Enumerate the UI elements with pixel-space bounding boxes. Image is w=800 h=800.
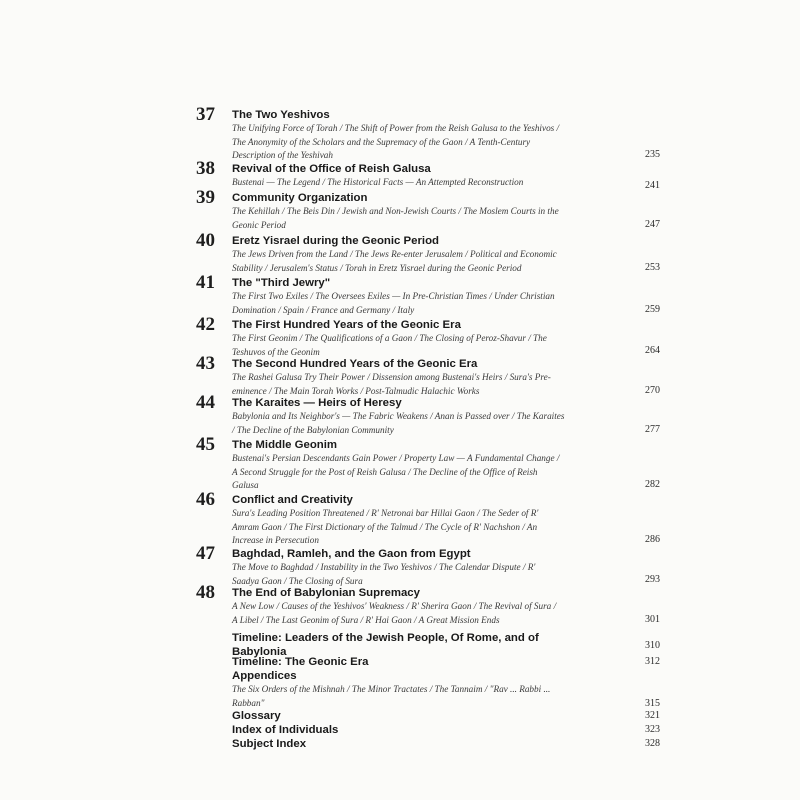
page-number[interactable]: 264 bbox=[645, 345, 660, 356]
description-line: Saadya Gaon / The Closing of Sura bbox=[232, 575, 363, 586]
chapter-number: 44 bbox=[196, 392, 215, 413]
description-line: The Unifying Force of Torah / The Shift of Power from the Reish Galusa to the Yeshivos / bbox=[232, 123, 560, 133]
chapter-number: 43 bbox=[196, 353, 215, 374]
chapter-description bbox=[232, 176, 523, 190]
page-number[interactable]: 270 bbox=[645, 385, 660, 396]
chapter-number: 48 bbox=[196, 582, 215, 603]
chapter-title[interactable]: Revival of the Office of Reish Galusa bbox=[232, 163, 431, 175]
section-title[interactable]: Timeline: Leaders of the Jewish People, Of Rome, and of bbox=[232, 632, 539, 644]
description-line: / The Decline of the Babylonian Community bbox=[232, 424, 394, 435]
chapter-title[interactable]: The Karaites — Heirs of Heresy bbox=[232, 397, 402, 409]
chapter-description bbox=[232, 371, 551, 398]
description-line: The Kehillah / The Beis Din / Jewish and Non-Jewish Courts / The Moslem Courts in the bbox=[232, 206, 559, 216]
description-line: The Jews Driven from the Land / The Jews Re-enter Jerusalem / Political and Economic bbox=[232, 249, 557, 259]
page-number[interactable]: 301 bbox=[645, 614, 660, 625]
page-number[interactable]: 321 bbox=[645, 710, 660, 721]
description-line: Bustenai's Persian Descendants Gain Power / Property Law — A Fundamental Change / bbox=[232, 453, 560, 463]
description-line: Galusa bbox=[232, 480, 259, 491]
description-line: The Anonymity of the Scholars and the Supremacy of the Gaon / A Tenth-Century bbox=[232, 136, 531, 147]
chapter-title[interactable]: The Second Hundred Years of the Geonic Era bbox=[232, 358, 478, 370]
description-line: eminence / The Main Torah Works / Post-Talmudic Halachic Works bbox=[232, 385, 480, 396]
description-line: Sura's Leading Position Threatened / R' Netronai bar Hillai Gaon / The Seder of R' bbox=[232, 508, 539, 518]
description-line: Rabban" bbox=[232, 697, 265, 708]
section-title[interactable]: Appendices bbox=[232, 670, 297, 682]
chapter-description bbox=[232, 332, 547, 359]
page-number[interactable]: 323 bbox=[645, 724, 660, 735]
description-line: A New Low / Causes of the Yeshivos' Weakness / R' Sherira Gaon / The Revival of Sura / bbox=[232, 601, 557, 611]
description-line: A Libel / The Last Geonim of Sura / R' Hai Gaon / A Great Mission Ends bbox=[232, 614, 500, 625]
chapter-description bbox=[232, 410, 564, 437]
chapter-number: 45 bbox=[196, 434, 215, 455]
chapter-description bbox=[232, 452, 559, 493]
chapter-title[interactable]: Conflict and Creativity bbox=[232, 494, 353, 506]
chapter-description bbox=[232, 561, 535, 588]
chapter-number: 40 bbox=[196, 230, 215, 251]
chapter-number: 39 bbox=[196, 187, 215, 208]
chapter-title[interactable]: Community Organization bbox=[232, 192, 368, 204]
chapter-title[interactable]: Eretz Yisrael during the Geonic Period bbox=[232, 235, 439, 247]
page-number[interactable]: 315 bbox=[645, 698, 660, 709]
chapter-title[interactable]: The End of Babylonian Supremacy bbox=[232, 587, 420, 599]
description-line: Teshuvos of the Geonim bbox=[232, 346, 320, 357]
description-line: Description of the Yeshivah bbox=[232, 150, 333, 161]
chapter-description bbox=[232, 600, 556, 627]
chapter-number: 47 bbox=[196, 543, 215, 564]
chapter-title[interactable]: Baghdad, Ramleh, and the Gaon from Egypt bbox=[232, 548, 471, 560]
page-number[interactable]: 247 bbox=[645, 219, 660, 230]
chapter-description bbox=[232, 290, 555, 317]
section-title[interactable]: Timeline: The Geonic Era bbox=[232, 656, 369, 668]
description-line: Geonic Period bbox=[232, 219, 286, 230]
description-line: Domination / Spain / France and Germany / Italy bbox=[232, 304, 415, 315]
section-description bbox=[232, 683, 550, 710]
section-title[interactable]: Index of Individuals bbox=[232, 724, 339, 736]
chapter-title[interactable]: The Middle Geonim bbox=[232, 439, 338, 451]
description-line: A Second Struggle for the Post of Reish Galusa / The Decline of the Office of Reish bbox=[232, 466, 538, 477]
description-line: The First Two Exiles / The Oversees Exiles — In Pre-Christian Times / Under Christian bbox=[232, 291, 555, 301]
chapter-number: 42 bbox=[196, 314, 215, 335]
chapter-number: 46 bbox=[196, 489, 215, 510]
page-number[interactable]: 312 bbox=[645, 656, 660, 667]
page-number[interactable]: 328 bbox=[645, 738, 660, 749]
description-line: The Six Orders of the Mishnah / The Minor Tractates / The Tannaim / "Rav ... Rabbi ... bbox=[232, 684, 551, 694]
section-title[interactable]: Glossary bbox=[232, 710, 281, 722]
page-number[interactable]: 241 bbox=[645, 180, 660, 191]
description-line: Babylonia and Its Neighbor's — The Fabric Weakens / Anan is Passed over / The Karaites bbox=[232, 411, 565, 421]
chapter-number: 41 bbox=[196, 272, 215, 293]
page-number[interactable]: 310 bbox=[645, 640, 660, 651]
chapter-title[interactable]: The "Third Jewry" bbox=[232, 277, 331, 289]
page-number[interactable]: 253 bbox=[645, 262, 660, 273]
page-number[interactable]: 235 bbox=[645, 149, 660, 160]
chapter-description bbox=[232, 122, 559, 163]
chapter-title[interactable]: The Two Yeshivos bbox=[232, 109, 330, 121]
description-line: Increase in Persecution bbox=[232, 535, 319, 546]
chapter-number: 37 bbox=[196, 104, 215, 125]
page-number[interactable]: 277 bbox=[645, 424, 660, 435]
description-line: Amram Gaon / The First Dictionary of the Talmud / The Cycle of R' Nachshon / An bbox=[232, 521, 538, 532]
section-title[interactable]: Babylonia bbox=[232, 646, 287, 658]
description-line: The First Geonim / The Qualifications of a Gaon / The Closing of Peroz-Shavur / The bbox=[232, 333, 547, 343]
page-number[interactable]: 259 bbox=[645, 304, 660, 315]
description-line: Stability / Jerusalem's Status / Torah in Eretz Yisrael during the Geonic Period bbox=[232, 262, 522, 273]
description-line: The Rashei Galusa Try Their Power / Dissension among Bustenai's Heirs / Sura's Pre- bbox=[232, 372, 551, 382]
description-line: The Move to Baghdad / Instability in the Two Yeshivos / The Calendar Dispute / R' bbox=[232, 562, 536, 572]
chapter-number: 38 bbox=[196, 158, 215, 179]
chapter-title[interactable]: The First Hundred Years of the Geonic Era bbox=[232, 319, 461, 331]
section-title[interactable]: Subject Index bbox=[232, 738, 307, 750]
page-number[interactable]: 286 bbox=[645, 534, 660, 545]
page-number[interactable]: 282 bbox=[645, 479, 660, 490]
chapter-description bbox=[232, 507, 538, 548]
chapter-description bbox=[232, 248, 557, 275]
chapter-description bbox=[232, 205, 559, 232]
page-number[interactable]: 293 bbox=[645, 574, 660, 585]
description-line: Bustenai — The Legend / The Historical Facts — An Attempted Reconstruction bbox=[232, 177, 524, 187]
